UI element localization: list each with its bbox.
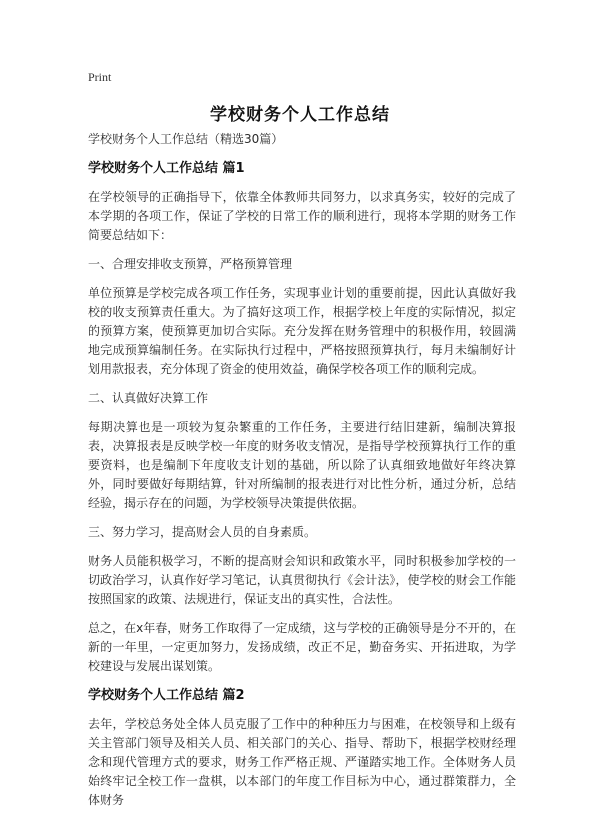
article-2-heading: 学校财务个人工作总结 篇2 — [88, 688, 245, 703]
article-1-section-1-body: 单位预算是学校完成各项工作任务，实现事业计划的重要前提，因此认真做好我校的收支预算责任重大。为了搞好这项工作，根据学校上年度的实际情况，拟定的预算方案，使预算更加切合实际。充分发挥在财务管理中的积极作用，较圆满地完成预算编制任务。在实际执行过程中，严格按照预算执行，每月未编制好计划用款报表，充分体现了资金的使用效益，确保学校各项工作的顺利完成。 — [88, 286, 516, 376]
document-content — [88, 130, 516, 820]
article-1-section-2-body: 每期决算也是一项较为复杂繁重的工作任务，主要进行结旧建新，编制决算报表，决算报表是反映学校一年度的财务收支情况，是指导学校预算执行工作的重要资料，也是编制下年度收支计划的基础，所以除了认真细致地做好年终决算外，同时要做好每期结算，针对所编制的报表进行对比性分析，通过分析，总结经验，揭示存在的问题，为学校领导决策提供依据。 — [88, 420, 516, 510]
article-2-intro: 去年，学校总务处全体人员克服了工作中的种种压力与困难，在校领导和上级有关主管部门领导及相关人员、相关部门的关心、指导、帮助下，根据学校财经理念和现代管理方式的要求，财务工作严格正规、严谨踏实地工作。全体财务人员始终牢记全校工作一盘棋，以本部门的年度工作目标为中心，通过群策群力，全体财务 — [88, 717, 516, 807]
article-1-section-1-heading: 一、合理安排收支预算，严格预算管理 — [88, 257, 293, 271]
print-label[interactable]: Print — [88, 70, 112, 84]
article-1-intro: 在学校领导的正确指导下，依靠全体教师共同努力，以求真务实，较好的完成了本学期的各项工作，保证了学校的日常工作的顺利进行，现将本学期的财务工作简要总结如下： — [88, 190, 516, 242]
document-subtitle: 学校财务个人工作总结（精选30篇） — [88, 132, 284, 146]
document-title: 学校财务个人工作总结 — [210, 105, 390, 125]
article-1-heading: 学校财务个人工作总结 篇1 — [88, 161, 245, 176]
article-1-section-2-heading: 二、认真做好决算工作 — [88, 391, 209, 405]
article-1-section-3-heading: 三、努力学习，提高财会人员的自身素质。 — [88, 525, 317, 539]
article-1-section-3-body: 财务人员能积极学习，不断的提高财会知识和政策水平，同时积极参加学校的一切政治学习，认真作好学习笔记，认真贯彻执行《会计法》，使学校的财会工作能按照国家的政策、法规进行，保证支出的真实性，合法性。 — [88, 554, 516, 606]
article-1-conclusion: 总之，在x年春，财务工作取得了一定成绩，这与学校的正确领导是分不开的，在新的一年里，一定更加努力，发扬成绩，改正不足，勤奋务实、开拓进取，为学校建设与发展出谋划策。 — [88, 621, 516, 673]
